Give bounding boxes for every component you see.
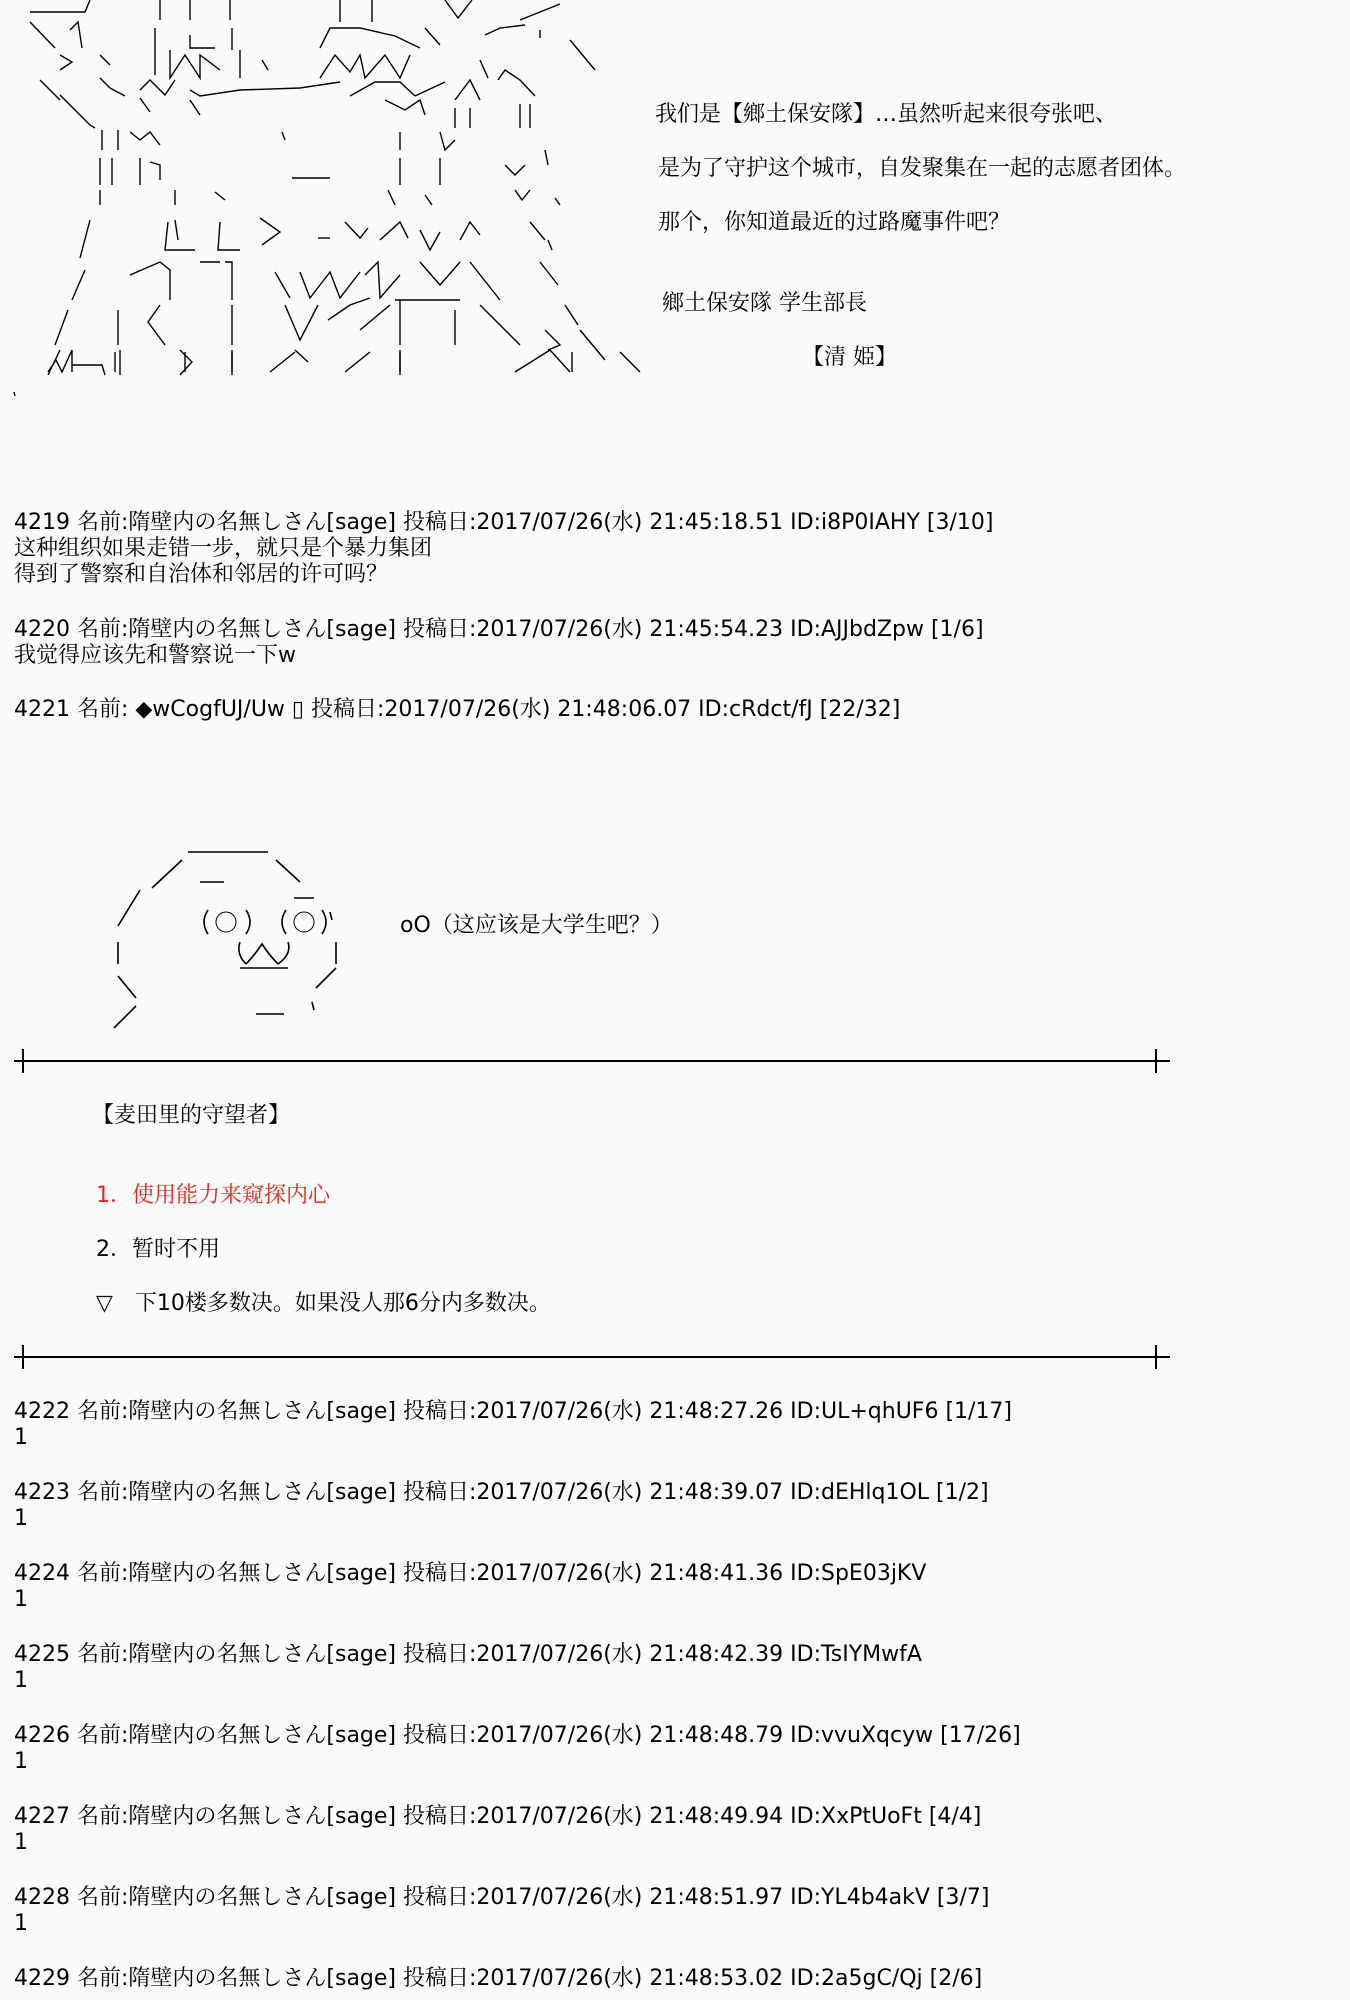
divider-tick-right	[1155, 1345, 1157, 1369]
post-body-line: 1	[14, 1749, 28, 1774]
post-header: 4223 名前:隋壁内の名無しさん[sage] 投稿日:2017/07/26(水) 21:48:39.07 ID:dEHlq1OL [1/2]	[14, 1480, 989, 1505]
post-4225	[14, 1642, 922, 1694]
post-body-line: 我觉得应该先和警察说一下w	[14, 643, 296, 668]
post-header: 4219 名前:隋壁内の名無しさん[sage] 投稿日:2017/07/26(水) 21:45:18.51 ID:i8P0IAHY [3/10]	[14, 510, 994, 535]
post-body-line: 1	[14, 1830, 28, 1855]
intro-line-2: 是为了守护这个城市，自发聚集在一起的志愿者团体。	[658, 156, 1187, 181]
post-body-line: 1	[14, 1911, 28, 1936]
choice-option-1: 1．使用能力来窥探内心	[96, 1183, 330, 1208]
post-header: 4229 名前:隋壁内の名無しさん[sage] 投稿日:2017/07/26(水) 21:48:53.02 ID:2a5gC/Qj [2/6]	[14, 1966, 983, 1991]
post-body-line: 得到了警察和自治体和邻居的许可吗？	[14, 562, 389, 587]
post-4227	[14, 1804, 981, 1856]
ascii-art-character	[0, 0, 660, 400]
divider-tick-right	[1155, 1049, 1157, 1073]
divider-top	[14, 1060, 1170, 1062]
post-header: 4227 名前:隋壁内の名無しさん[sage] 投稿日:2017/07/26(水) 21:48:49.94 ID:XxPtUoFt [4/4]	[14, 1804, 982, 1829]
choice-title: 【麦田里的守望者】	[92, 1103, 291, 1128]
speaker-affiliation: 鄉土保安隊 学生部長	[662, 291, 867, 316]
post-body-line: 1	[14, 1587, 28, 1612]
post-4219	[14, 510, 993, 588]
post-4220	[14, 617, 984, 669]
post-4221	[14, 697, 900, 723]
choice-option-2: 2．暂时不用	[96, 1237, 220, 1262]
post-header: 4228 名前:隋壁内の名無しさん[sage] 投稿日:2017/07/26(水) 21:48:51.97 ID:YL4b4akV [3/7]	[14, 1885, 990, 1910]
post-4224	[14, 1561, 926, 1613]
speaker-name: 【清 姫】	[802, 345, 897, 370]
intro-line-3: 那个，你知道最近的过路魔事件吧？	[658, 210, 1011, 235]
divider-bottom	[14, 1356, 1170, 1358]
post-header: 4224 名前:隋壁内の名無しさん[sage] 投稿日:2017/07/26(水) 21:48:41.36 ID:SpE03jKV	[14, 1561, 927, 1586]
post-header: 4226 名前:隋壁内の名無しさん[sage] 投稿日:2017/07/26(水) 21:48:48.79 ID:vvuXqcyw [17/26]	[14, 1723, 1021, 1748]
ascii-art-face	[100, 830, 460, 1070]
post-body-line: 1	[14, 1506, 28, 1531]
intro-line-1: 我们是【鄉土保安隊】…虽然听起来很夸张吧、	[655, 102, 1118, 127]
post-header: 4225 名前:隋壁内の名無しさん[sage] 投稿日:2017/07/26(水) 21:48:42.39 ID:TsIYMwfA	[14, 1642, 922, 1667]
divider-tick-left	[22, 1345, 24, 1369]
post-4226	[14, 1723, 1021, 1775]
post-header: 4220 名前:隋壁内の名無しさん[sage] 投稿日:2017/07/26(水) 21:45:54.23 ID:AJJbdZpw [1/6]	[14, 617, 984, 642]
post-4228	[14, 1885, 990, 1937]
post-4229	[14, 1966, 982, 1992]
thought-text: oO（这应该是大学生吧？）	[400, 913, 673, 938]
post-body-line: 这种组织如果走错一步，就只是个暴力集团	[14, 536, 433, 561]
divider-tick-left	[22, 1049, 24, 1073]
post-header: 4221 名前: ◆wCogfUJ/Uw ▯ 投稿日:2017/07/26(水) 21:48:06.07 ID:cRdct/fJ [22/32]	[14, 697, 901, 722]
post-body-line: 1	[14, 1668, 28, 1693]
post-4222	[14, 1399, 1012, 1451]
post-header: 4222 名前:隋壁内の名無しさん[sage] 投稿日:2017/07/26(水) 21:48:27.26 ID:UL+qhUF6 [1/17]	[14, 1399, 1013, 1424]
post-body-line: 1	[14, 1425, 28, 1450]
post-4223	[14, 1480, 989, 1532]
choice-note: ▽ 下10楼多数决。如果没人那6分内多数决。	[96, 1291, 551, 1316]
